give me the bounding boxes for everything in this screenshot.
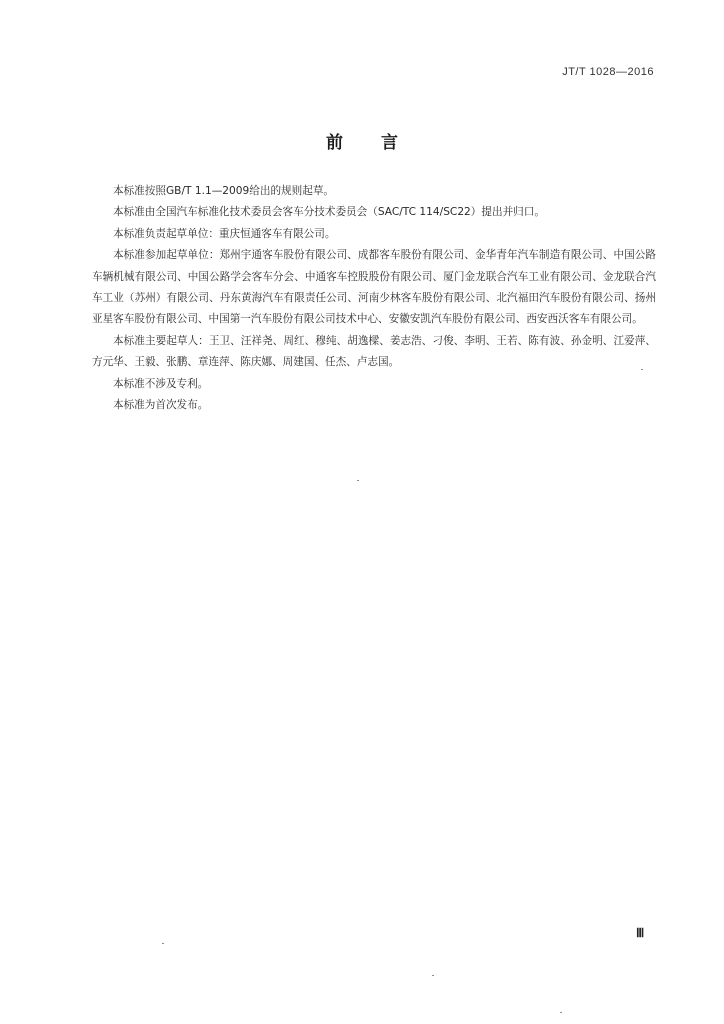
paragraph-responsible-drafter: 本标准负责起草单位：重庆恒通客车有限公司。 (113, 227, 336, 240)
paragraph-patent-statement: 本标准不涉及专利。 (113, 377, 209, 390)
page-title: 前言 (326, 133, 436, 153)
standard-number: JT/T 1028—2016 (562, 66, 654, 78)
paragraph-main-drafters: 本标准主要起草人：王卫、汪祥尧、周红、穆纯、胡逸樑、姜志浩、刁俊、李明、王若、陈有波、孙金明、江爱萍、方元华、王毅、张鹏、章连萍、陈庆娜、周建国、任杰、卢志国。 (92, 334, 656, 369)
page-number: Ⅲ (636, 926, 645, 940)
scan-speck (432, 975, 434, 976)
scan-speck (641, 369, 643, 370)
paragraph-first-release: 本标准为首次发布。 (113, 399, 209, 412)
scan-speck (162, 943, 164, 944)
foreword-body (92, 181, 656, 416)
scan-speck (357, 480, 359, 481)
paragraph-proposer: 本标准由全国汽车标准化技术委员会客车分技术委员会（SAC/TC 114/SC22）提出并归口。 (113, 206, 545, 219)
scan-speck (560, 1012, 562, 1013)
paragraph-participating-drafters: 本标准参加起草单位：郑州宇通客车股份有限公司、成都客车股份有限公司、金华青年汽车制造有限公司、中国公路车辆机械有限公司、中国公路学会客车分会、中通客车控股股份有限公司、厦门金龙联合汽车工业有限公司、金龙联合汽车工业（苏州）有限公司、丹东黄海汽车有限责任公司、河南少林客车股份有限公司、北汽福田汽车股份有限公司、扬州亚星客车股份有限公司、中国第一汽车股份有限公司技术中心、安徽安凯汽车股份有限公司、西安西沃客车有限公司。 (92, 249, 656, 326)
paragraph-drafting-rules: 本标准按照GB/T 1.1—2009给出的规则起草。 (113, 185, 335, 197)
